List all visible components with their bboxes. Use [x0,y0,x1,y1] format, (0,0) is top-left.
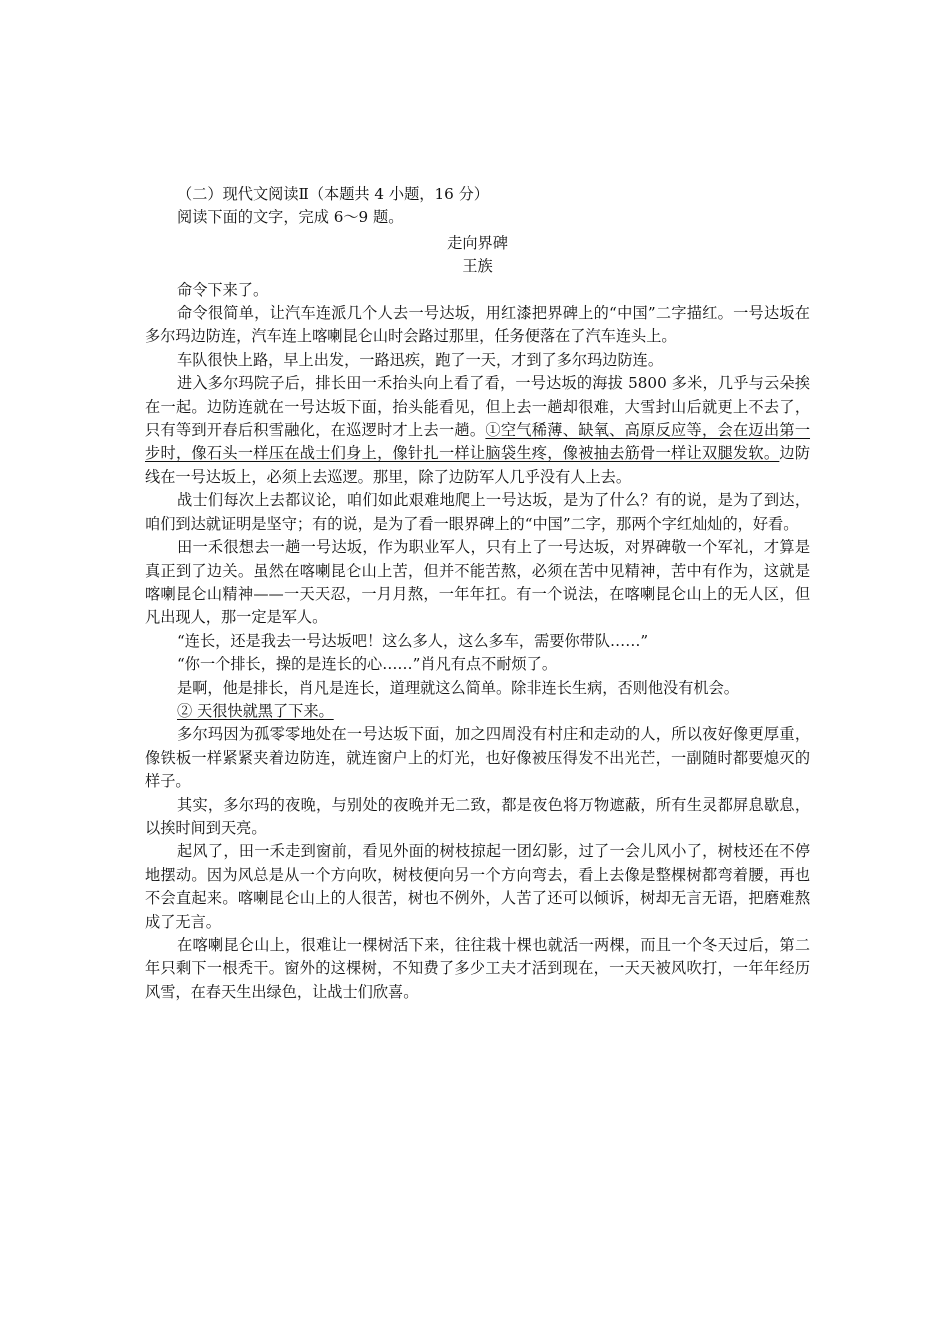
paragraph-6: 田一禾很想去一趟一号达坂，作为职业军人，只有上了一号达坂，对界碑敬一个军礼，才算是真正到了边关。虽然在喀喇昆仑山上苦，但并不能苦熬，必须在苦中见精神，苦中有作为，这就是喀喇昆仑山精神——一天天忍，一月月熬，一年年扛。有一个说法，在喀喇昆仑山上的无人区，但凡出现人，那一定是军人。 [145,538,810,627]
instruction: 阅读下面的文字，完成 6～9 题。 [177,208,404,227]
underlined-sentence-1: ①空气稀薄、缺氧、高原反应等，会在迈出第一步时，像石头一样压在战士们身上，像针扎一样让脑袋生疼，像被抽去筋骨一样让双腿发软。 [145,421,811,463]
paragraph-5: 战士们每次上去都议论，咱们如此艰难地爬上一号达坂，是为了什么？有的说，是为了到达，咱们到达就证明是坚守；有的说，是为了看一眼界碑上的“中国”二字，那两个字红灿灿的，好看。 [145,491,810,533]
paragraph-10 [145,700,810,723]
paragraph-9: 是啊，他是排长，肖凡是连长，道理就这么简单。除非连长生病，否则他没有机会。 [177,678,739,697]
article-author: 王族 [462,257,493,276]
paragraph-13: 起风了，田一禾走到窗前，看见外面的树枝掠起一团幻影，过了一会儿风小了，树枝还在不停地摆动。因为风总是从一个方向吹，树枝便向另一个方向弯去，看上去像是整棵树都弯着腰，再也不会直起来。喀喇昆仑山上的人很苦，树也不例外，人苦了还可以倾诉，树却无言无语，把磨难熬成了无言。 [145,842,810,931]
paragraph-4-text-before: 进入多尔玛院子后，排长田一禾抬头向上看了看，一号达坂的海拔 5800 多米，几乎与云朵挨在一起。边防连就在一号达坂下面，抬头能看见，但上去一趟却很难，大雪封山后就更上不去了，只有等到开春后积雪融化，在巡逻时才上去一趟。 [145,374,810,440]
document-page [145,183,810,1004]
paragraph-3: 车队很快上路，早上出发，一路迅疾，跑了一天，才到了多尔玛边防连。 [177,350,663,369]
paragraph-4-text-after: 边防线在一号达坂上，必须上去巡逻。那里，除了边防军人几乎没有人上去。 [145,444,811,486]
paragraph-1: 命令下来了。 [177,280,269,299]
underlined-sentence-2: ② 天很快就黑了下来。 [177,701,334,720]
article-title: 走向界碑 [447,233,508,252]
section-header: （二）现代文阅读Ⅱ（本题共 4 小题，16 分） [177,185,489,203]
dialogue-line-1: “连长，还是我去一号达坂吧！这么多人，这么多车，需要你带队……” [177,631,649,650]
paragraph-4 [145,372,810,489]
dialogue-line-2: “你一个排长，操的是连长的心……”肖凡有点不耐烦了。 [177,655,558,674]
paragraph-12: 其实，多尔玛的夜晚，与别处的夜晚并无二致，都是夜色将万物遮蔽，所有生灵都屏息歇息，以挨时间到天亮。 [145,795,810,837]
paragraph-11: 多尔玛因为孤零零地处在一号达坂下面，加之四周没有村庄和走动的人，所以夜好像更厚重，像铁板一样紧紧夹着边防连，就连窗户上的灯光，也好像被压得发不出光芒，一副随时都要熄灭的样子。 [145,725,810,791]
paragraph-14: 在喀喇昆仑山上，很难让一棵树活下来，往往栽十棵也就活一两棵，而且一个冬天过后，第二年只剩下一根秃干。窗外的这棵树，不知费了多少工夫才活到现在，一天天被风吹打，一年年经历风雪，在春天生出绿色，让战士们欣喜。 [145,936,810,1001]
paragraph-2: 命令很简单，让汽车连派几个人去一号达坂，用红漆把界碑上的“中国”二字描红。一号达坂在多尔玛边防连，汽车连上喀喇昆仑山时会路过那里，任务便落在了汽车连头上。 [145,304,810,346]
